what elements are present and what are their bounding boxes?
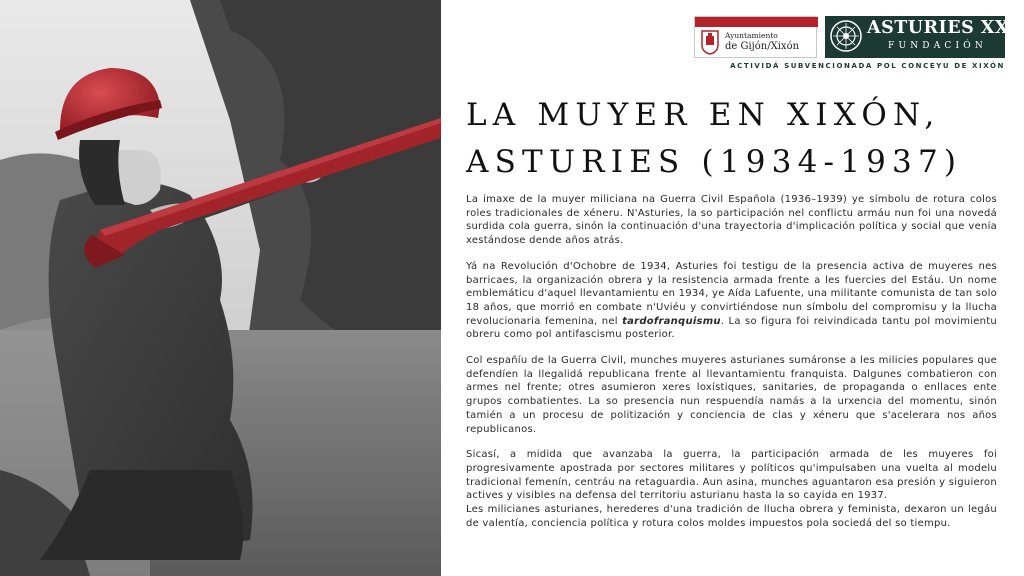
paragraph-2 [466,260,997,342]
paragraph-5: Les milicianes asturianes, herederes d'una tradición de llucha obrera y feminista, dexaron un legáu de valentía, conciencia política y rotura colos moldes impuestos pola sociedá del so tiempu. [466,504,997,529]
foundation-emblem-icon [829,19,863,53]
municipality-line2: de Gijón/Xixón [725,41,800,52]
subvention-notice: ACTIVIDÁ SUBVENCIONADA POL CONCEYU DE XIXÓN [730,62,1005,70]
title-line-1: LA MUYER EN XIXÓN, [466,97,941,133]
logo-red-band [695,17,818,27]
paragraph-2-start: Yá na Revolución d'Ochobre de 1934, Asturies foi testigu de la presencia activa de muyeres nes barricaes, la organización obrera y la resistencia armada frente a les fuercies del Estáu. Un nome emblemáticu d'aquel llevantamientu en 1934, ye Aída Lafuente, una militante comunista de tan solo 18 años, que morrió en combate n'Uviéu y convirtiéndose nun símbolu del compromisu y la llucha revolucionaria femenina, nel [466,260,997,327]
body-text [466,193,997,530]
photo-militia-woman [0,0,441,576]
paragraph-3: Col españíu de la Guerra Civil, munches muyeres asturianes sumáronse a les milicies populares que defendíen la llegalidá republicana frente al llevantamientu franquista. Dalgunes combatieron con armes nel frente; otres asumieron xeres loxístiques, sanitaries, de propaganda o enllaces ente grupos combatientes. La so presencia nun respuendía namás a la urxencia del momentu, sinón tamién a un procesu de politización y conciencia de clas y xéneru que s'acelerara nos años republicanos. [466,355,997,435]
municipality-logo [694,16,817,58]
foundation-subtitle: FUNDACIÓN [888,41,987,51]
page-title [466,92,1006,186]
paragraph-2-emphasis: tardofranquismu [622,315,721,327]
foundation-name: ASTURIES XXI [867,18,1018,38]
title-line-2: ASTURIES (1934-1937) [466,144,963,180]
paragraph-2-end: . La so figura foi reivindicada tantu pol movimientu obreru como pol antifascismu posterior. [466,315,997,341]
foundation-logo [825,16,1018,58]
crest-icon [700,29,720,55]
paragraph-4: Sicasí, a midida que avanzaba la guerra, la participación armada de les muyeres foi progresivamente apostrada por sectores militares y políticos qu'impulsaben una vuelta al modelu tradicional femenín, centráu na retaguardia. Aun asina, munches aguantaron esa presión y siguieron actives y visibles na defensa del territoriu asturianu hasta la so cayida en 1937. [466,449,997,502]
paragraph-1: La imaxe de la muyer miliciana na Guerra Civil Española (1936–1939) ye símbolu de rotura colos roles tradicionales de xéneru. N'Asturies, la so participación nel conflictu armáu nun foi una novedá surdida cola guerra, sinón la continuación d'una trayectoria d'implicación política y social que venía xestándose dende años atrás. [466,194,997,247]
photo-illustration [0,0,441,576]
municipality-line1: Ayuntamiento [725,31,778,40]
